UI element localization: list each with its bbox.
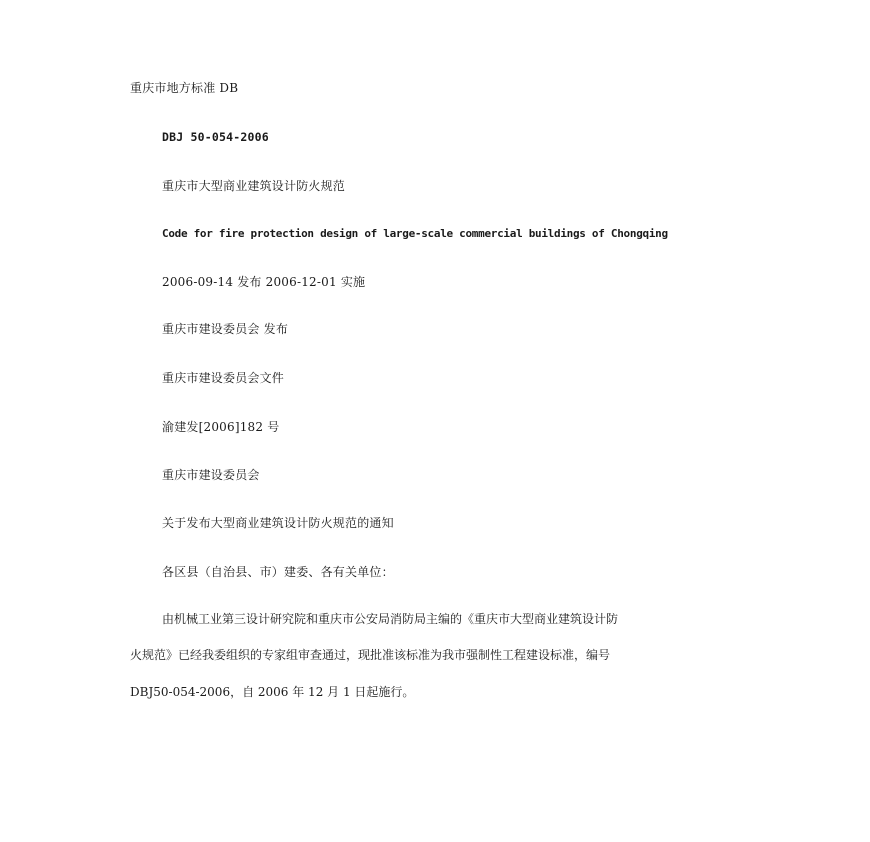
issue-dates: 2006-09-14 发布 2006-12-01 实施	[162, 275, 366, 289]
body-line: 火规范》已经我委组织的专家组审查通过，现批准该标准为我市强制性工程建设标准，编号	[130, 648, 611, 662]
document-title-en: Code for fire protection design of large-scale commercial buildings of Chongqing	[162, 227, 668, 240]
salutation: 各区县（自治县、市）建委、各有关单位：	[162, 565, 394, 579]
issuer-line: 重庆市建设委员会	[162, 468, 260, 482]
file-number: 渝建发[2006]182 号	[162, 420, 280, 434]
body-line: DBJ50-054-2006，自 2006 年 12 月 1 日起施行。	[130, 685, 415, 699]
standard-header-label: 重庆市地方标准 DB	[130, 81, 239, 95]
document-title-cn: 重庆市大型商业建筑设计防火规范	[162, 179, 346, 193]
body-line: 由机械工业第三设计研究院和重庆市公安局消防局主编的《重庆市大型商业建筑设计防	[162, 612, 619, 626]
file-heading: 重庆市建设委员会文件	[162, 371, 285, 385]
standard-number: DBJ 50-054-2006	[162, 130, 269, 144]
publisher-line: 重庆市建设委员会 发布	[162, 322, 289, 336]
notice-title: 关于发布大型商业建筑设计防火规范的通知	[162, 516, 394, 530]
